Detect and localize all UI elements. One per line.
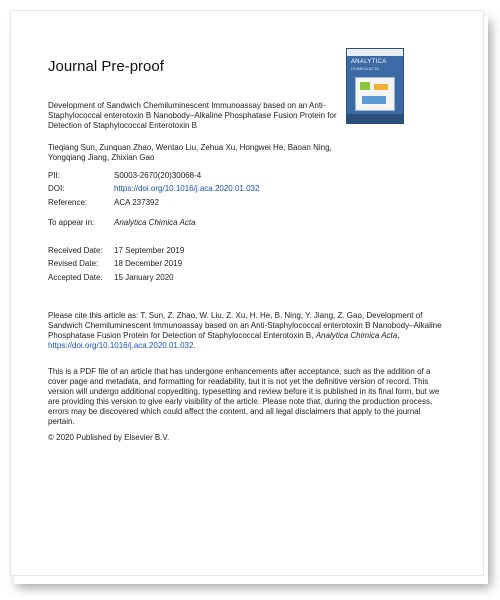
citation-separator: ,: [397, 331, 400, 340]
meta-appear-label: To appear in:: [48, 218, 95, 227]
meta-accepted: [48, 273, 174, 283]
meta-reference-value: ACA 237392: [114, 198, 159, 207]
citation-end: .: [193, 341, 196, 350]
cover-figure-block: [360, 82, 370, 90]
cover-figure-block: [362, 96, 386, 104]
cover-bottom-band: [347, 114, 403, 123]
article-authors: Tieqiang Sun, Zunquan Zhao, Wentao Liu, Zehua Xu, Hongwei He, Baoan Ning, Yongqiang Jiang, Zhixian Gao: [48, 143, 332, 162]
meta-doi-label: DOI:: [48, 184, 65, 193]
citation-doi-link[interactable]: https://doi.org/10.1016/j.aca.2020.01.032: [48, 341, 194, 350]
notice-paragraph: This is a PDF file of an article that has undergone enhancements after acceptance, such as the addition of a cover page and metadata, and formatting for readability, but it is not yet the definitive version of record. This version will undergo additional copyediting, typesetting and review before it is published in its final form, but we are providing this version to give early visibility of the article. Please note that, during the production process, errors may be discovered which could affect the content, and all legal disclaimers that apply to the journal pertain.: [48, 367, 440, 426]
meta-received: [48, 246, 184, 256]
meta-received-value: 17 September 2019: [114, 246, 185, 255]
cover-title-line2: CHIMICA ACTA: [351, 66, 379, 71]
citation-paragraph: [48, 311, 443, 351]
meta-appear-in: [48, 218, 196, 228]
meta-received-label: Received Date:: [48, 246, 103, 255]
citation-text: Please cite this article as: T. Sun, Z. Zhao, W. Liu, Z. Xu, H. He, B. Ning, Y. Jiang, Z. Gao, Development of Sandwich Chemiluminescent Immunoassay based on an Anti-Staphylococcal enterotoxin B Nanobody–Alkaline Phosphatase Fusion Protein for Detection of Staphylococcal Enterotoxin B,: [48, 311, 442, 340]
meta-accepted-label: Accepted Date:: [48, 273, 103, 282]
meta-doi: [48, 184, 259, 194]
cover-figure-block: [374, 84, 388, 90]
copyright-notice: © 2020 Published by Elsevier B.V.: [48, 433, 170, 442]
document-page: [10, 10, 484, 576]
article-title: Development of Sandwich Chemiluminescent Immunoassay based on an Anti-Staphylococcal enterotoxin B Nanobody–Alkaline Phosphatase Fusion Protein for Detection of Staphylococcal Enterotoxin B: [48, 101, 337, 130]
meta-revised: [48, 259, 182, 269]
meta-revised-label: Revised Date:: [48, 259, 99, 268]
meta-reference: [48, 198, 159, 208]
meta-doi-link[interactable]: https://doi.org/10.1016/j.aca.2020.01.032: [114, 184, 260, 193]
meta-pii-label: PII:: [48, 171, 61, 180]
meta-revised-value: 18 December 2019: [114, 259, 183, 268]
citation-journal: Analytica Chimica Acta: [315, 331, 398, 340]
cover-figure: [355, 77, 395, 111]
meta-reference-label: Reference:: [48, 198, 88, 207]
journal-preproof-label: Journal Pre-proof: [48, 58, 164, 75]
cover-top-band: [347, 49, 403, 56]
meta-pii-value: S0003-2670(20)30068-4: [114, 171, 202, 180]
meta-accepted-value: 15 January 2020: [114, 273, 174, 282]
cover-title-line1: ANALYTICA: [351, 59, 387, 65]
meta-pii: [48, 171, 201, 181]
journal-cover-image: [346, 48, 404, 124]
meta-appear-value: Analytica Chimica Acta: [114, 218, 196, 227]
